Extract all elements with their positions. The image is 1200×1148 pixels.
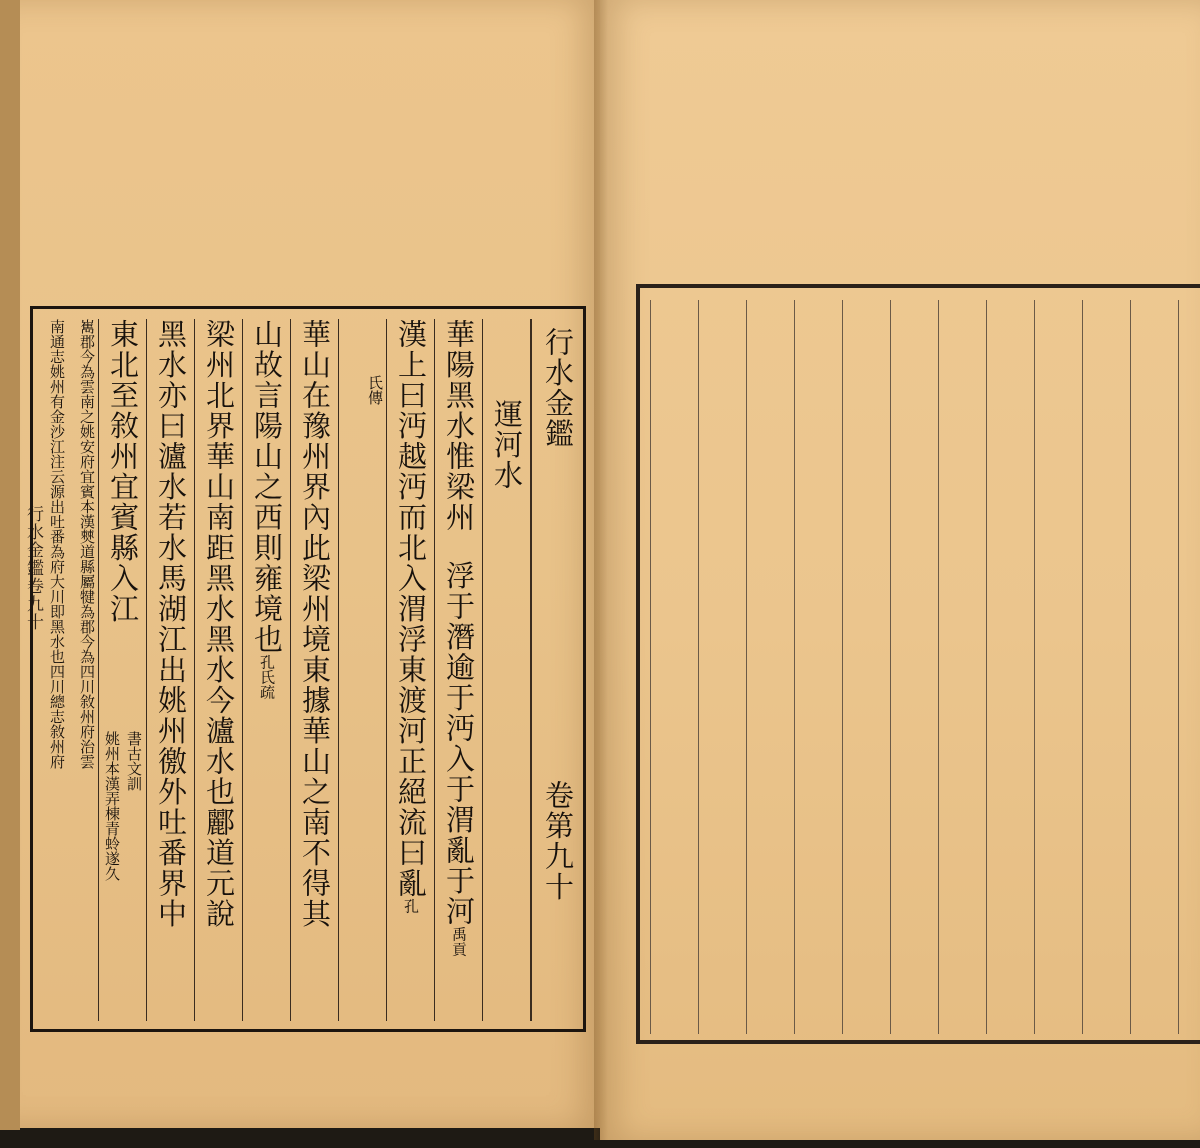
column-text — [291, 319, 339, 1021]
volume-number: 卷第九十 — [541, 780, 575, 902]
book-gutter — [594, 0, 608, 1140]
main-text: 黑水亦曰瀘水若水馬湖江出姚州徼外吐番界中 — [154, 319, 188, 929]
column-text — [243, 319, 291, 1021]
main-text: 東北至敘州宜賓縣入江 — [106, 319, 140, 624]
note-line: 南通志姚州有金沙江注云源出吐番為府大川即黑水也四川總志敘州府 — [48, 319, 66, 769]
book-title: 行水金鑑 — [541, 327, 575, 449]
column-text — [387, 319, 435, 1021]
main-text: 華陽黑水惟梁州 — [442, 319, 476, 533]
source-note: 禹貢 — [450, 926, 468, 957]
column-note — [339, 319, 387, 1021]
source-note: 氏傳 — [366, 375, 384, 405]
column-text — [435, 319, 483, 1021]
previous-leaves-edge — [0, 0, 20, 1130]
column-text — [195, 319, 243, 1021]
main-text: 華山在豫州界內此梁州境東據華山之南不得其 — [298, 319, 332, 929]
source-note: 孔 — [402, 898, 420, 914]
column-note — [39, 319, 99, 1021]
column-section — [483, 319, 531, 1021]
section-title: 運河水 — [490, 399, 524, 491]
text-frame — [30, 306, 586, 1032]
main-text: 浮于潛逾于沔入于渭亂于河 — [442, 560, 476, 927]
column-title — [531, 319, 581, 1021]
note-line: 姚州本漢弄棟青蛉遂久 — [103, 731, 121, 881]
right-page-frame — [636, 284, 1200, 1044]
column-text — [99, 319, 147, 1021]
main-text: 山故言陽山之西則雍境也 — [250, 319, 284, 655]
source-note: 孔氏疏 — [258, 654, 276, 700]
main-text: 漢上曰沔越沔而北入渭浮東渡河正絕流曰亂 — [394, 319, 428, 899]
note-line: 書古文訓 — [125, 731, 143, 791]
edge-label: 行水金鑑卷九十 — [23, 505, 43, 631]
note-line: 嶲郡今為雲南之姚安府宜賓本漢僰道縣屬犍為郡今為四川敘州府治雲 — [78, 319, 96, 769]
main-text: 梁州北界華山南距黑水黑水今瀘水也酈道元說 — [202, 319, 236, 929]
column-text — [147, 319, 195, 1021]
